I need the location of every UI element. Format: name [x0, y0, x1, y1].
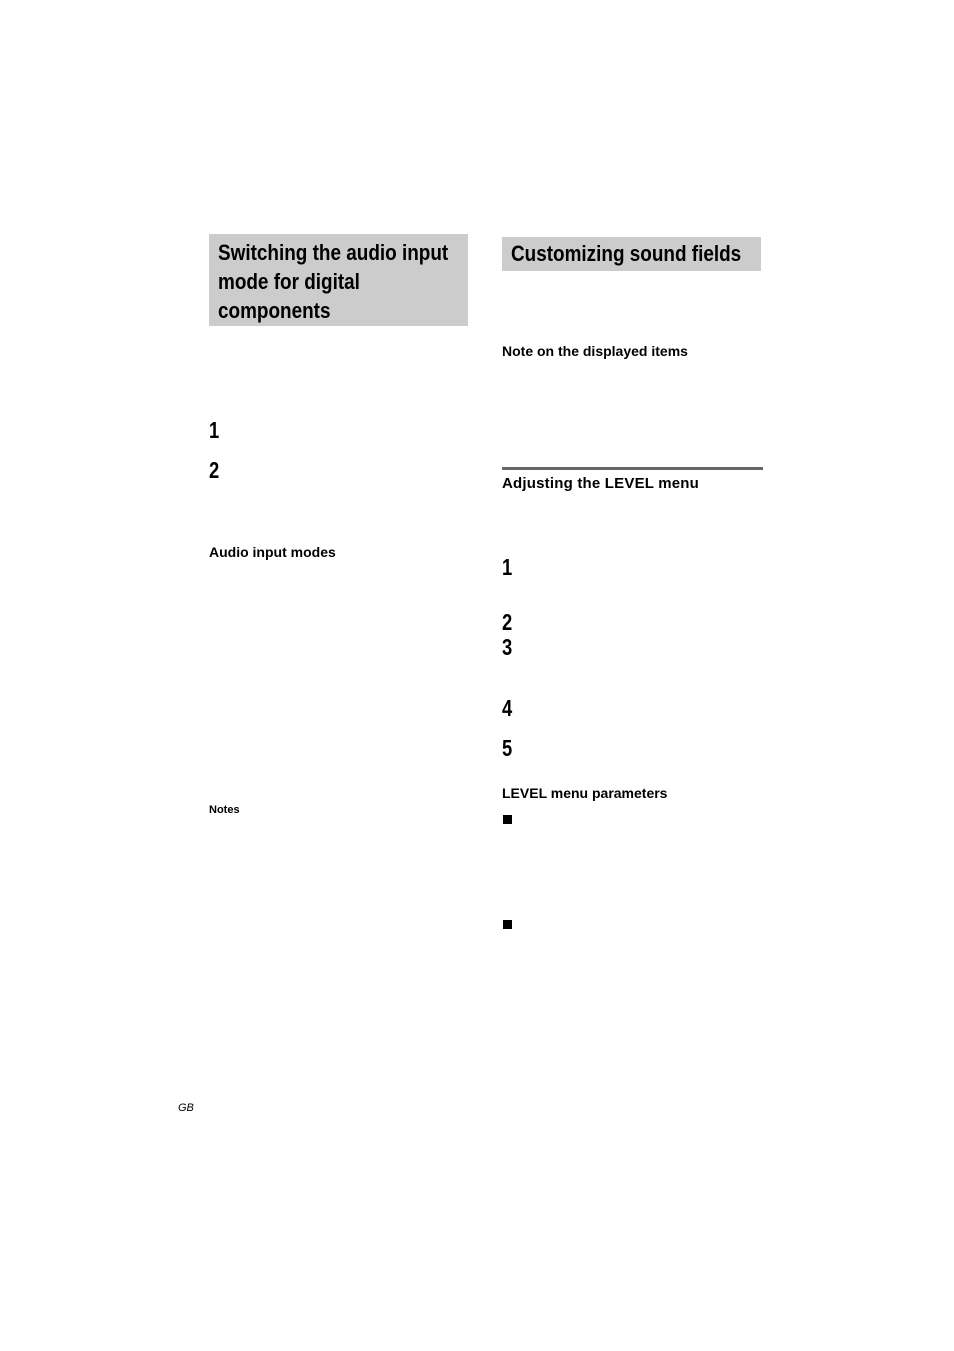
- section-title-customizing-sound-fields: [502, 237, 761, 271]
- page-region-code: GB: [178, 1102, 194, 1114]
- square-bullet-icon: [503, 815, 512, 824]
- title-customizing: Customizing sound fields: [511, 241, 742, 266]
- subheading-note-displayed-items: Note on the displayed items: [502, 343, 688, 359]
- section-rule: [502, 467, 763, 470]
- title-line-2: mode for digital: [218, 269, 360, 294]
- step-number-4: 4: [502, 695, 513, 721]
- square-bullet-icon: [503, 920, 512, 929]
- step-number-5: 5: [502, 735, 513, 761]
- subheading-notes: Notes: [209, 804, 240, 816]
- subheading-audio-input-modes: Audio input modes: [209, 544, 336, 560]
- step-number-3: 3: [502, 634, 513, 660]
- section-title-switching-audio-input: [209, 234, 468, 326]
- step-number-2: 2: [502, 609, 513, 635]
- subheading-level-menu-parameters: LEVEL menu parameters: [502, 785, 668, 801]
- title-line-3: components: [218, 298, 331, 323]
- title-line-1: Switching the audio input: [218, 240, 449, 265]
- step-number-1: 1: [502, 554, 513, 580]
- step-number-2: 2: [209, 457, 220, 483]
- section-heading-adjusting-level: Adjusting the LEVEL menu: [502, 475, 700, 492]
- step-number-1: 1: [209, 417, 220, 443]
